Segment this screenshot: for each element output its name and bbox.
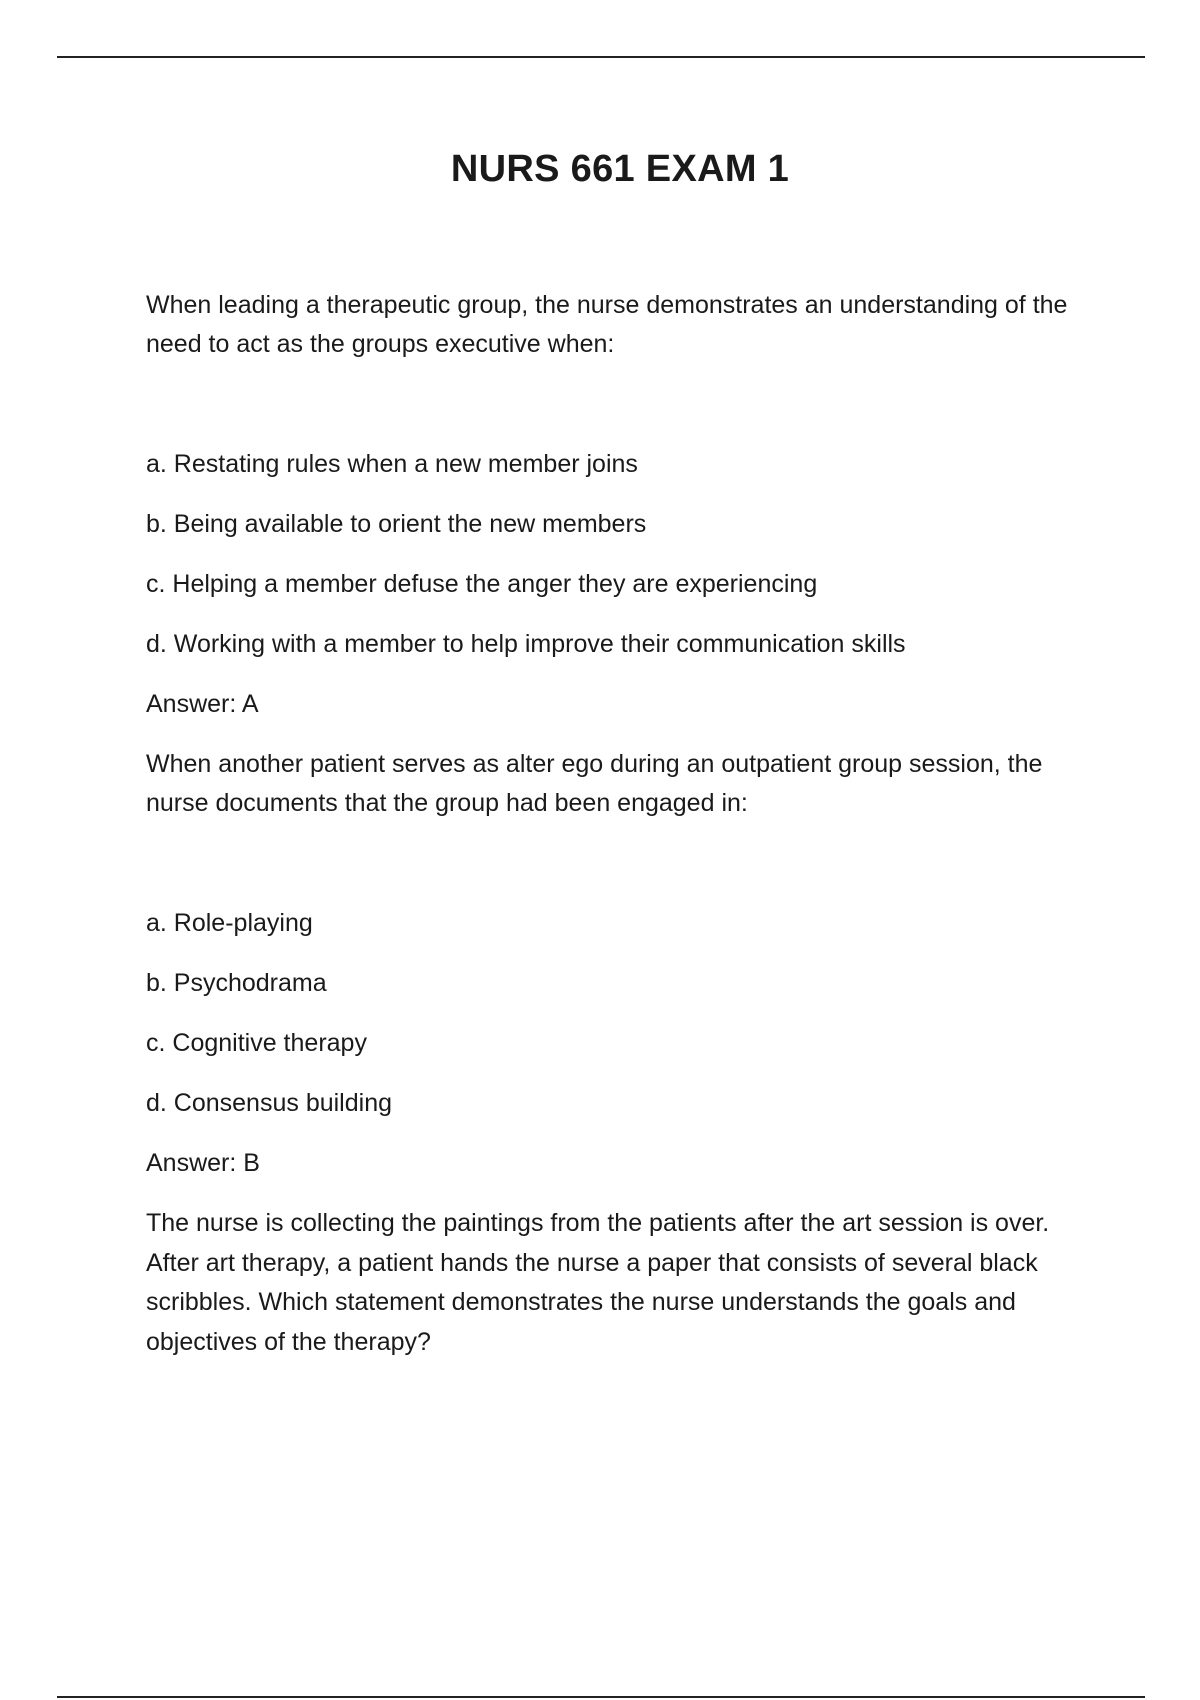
page-title: NURS 661 EXAM 1 [450, 148, 790, 190]
option-d: d. Working with a member to help improve their communication skills [146, 630, 906, 658]
question-2 [146, 745, 1106, 1183]
option-d: d. Consensus building [146, 1089, 392, 1117]
option-a: a. Role-playing [146, 909, 313, 937]
option-c: c. Cognitive therapy [146, 1029, 367, 1057]
question-3 [146, 1204, 1106, 1362]
option-b: b. Being available to orient the new members [146, 510, 647, 538]
top-rule [57, 56, 1145, 58]
exam-content [146, 286, 1106, 1362]
question-stem: When another patient serves as alter ego during an outpatient group session, the nurse documents that the group had been engaged in: [146, 750, 1043, 817]
bottom-rule [57, 1696, 1145, 1698]
option-a: a. Restating rules when a new member joins [146, 450, 638, 478]
question-stem: The nurse is collecting the paintings from the patients after the art session is over. After art therapy, a patient hands the nurse a paper that consists of several black scribbles. Which statement demonstrates the nurse understands the goals and objectives of the therapy? [146, 1209, 1050, 1356]
option-c: c. Helping a member defuse the anger they are experiencing [146, 570, 818, 598]
answer: Answer: A [146, 690, 259, 718]
question-1 [146, 286, 1106, 724]
answer: Answer: B [146, 1149, 260, 1177]
option-b: b. Psychodrama [146, 969, 327, 997]
question-stem: When leading a therapeutic group, the nurse demonstrates an understanding of the need to act as the groups executive when: [146, 291, 1068, 358]
